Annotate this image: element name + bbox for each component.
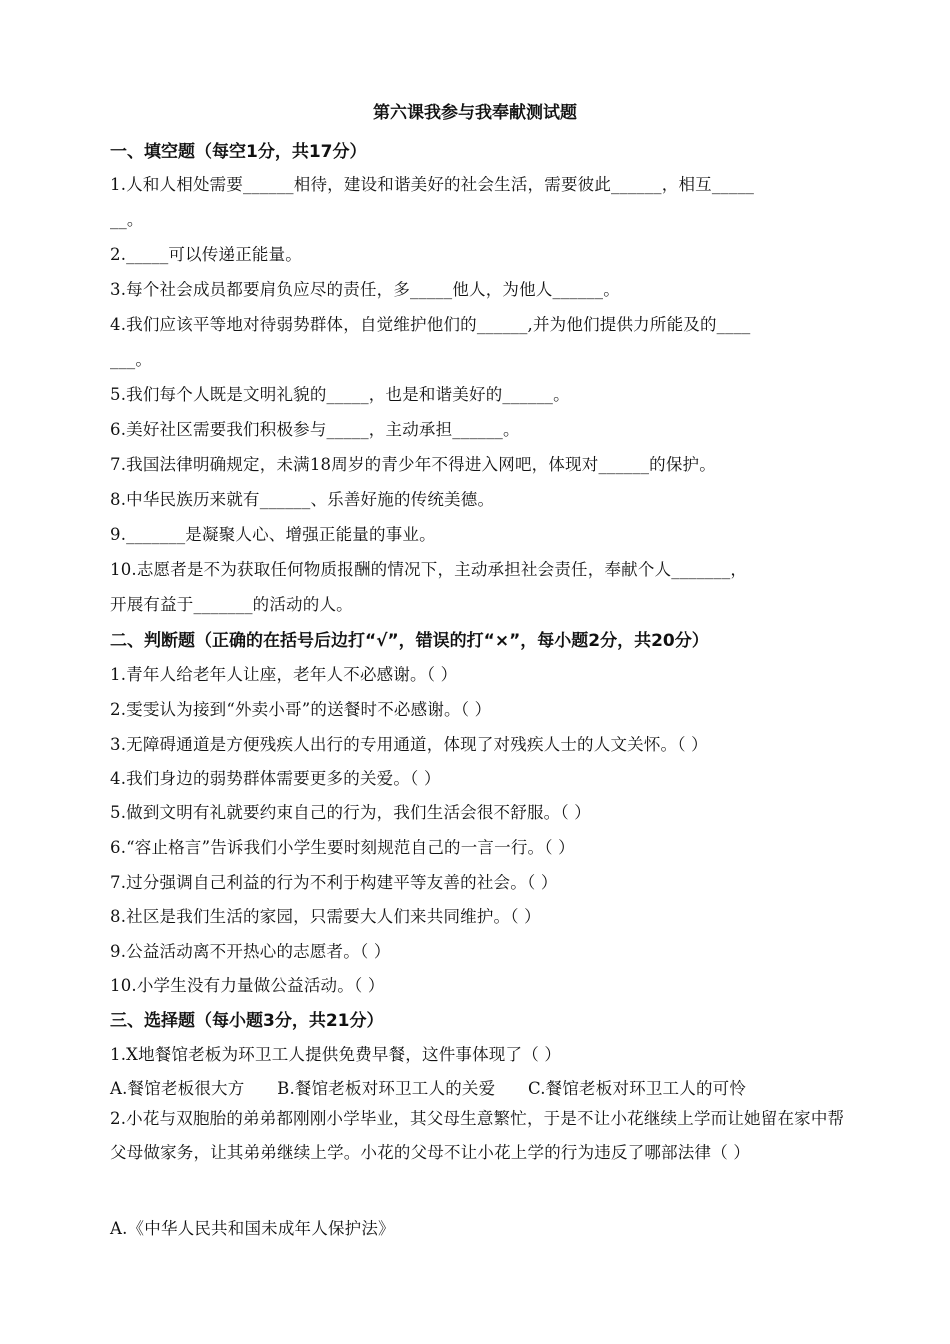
fill-item-5: 5.我们每个人既是文明礼貌的_____，也是和谐美好的______。 <box>110 385 570 404</box>
choice-question-1: 1.X地餐馆老板为环卫工人提供免费早餐，这件事体现了（ ） <box>110 1045 562 1064</box>
section-heading-multiple-choice: 三、选择题（每小题3分，共21分） <box>110 1011 384 1031</box>
tf-item-10: 10.小学生没有力量做公益活动。（ ） <box>110 976 385 995</box>
fill-item-4-cont: ___。 <box>110 350 153 369</box>
fill-item-2: 2._____可以传递正能量。 <box>110 245 302 264</box>
choice-question-2-option-a: A.《中华人民共和国未成年人保护法》 <box>110 1219 395 1238</box>
tf-item-2: 2.雯雯认为接到“外卖小哥”的送餐时不必感谢。（ ） <box>110 700 492 719</box>
fill-item-7: 7.我国法律明确规定，未满18周岁的青少年不得进入网吧，体现对______的保护。 <box>110 455 716 474</box>
fill-item-3: 3.每个社会成员都要肩负应尽的责任，多_____他人，为他人______。 <box>110 280 620 299</box>
tf-item-3: 3.无障碍通道是方便残疾人出行的专用通道，体现了对残疾人士的人文关怀。（ ） <box>110 735 708 754</box>
choice-question-2: 2.小花与双胞胎的弟弟都刚刚小学毕业，其父母生意繁忙，于是不让小花继续上学而让她留在家中帮父母做家务，让其弟弟继续上学。小花的父母不让小花上学的行为违反了哪部法律（ ） <box>110 1109 845 1162</box>
fill-item-6: 6.美好社区需要我们积极参与_____，主动承担______。 <box>110 420 520 439</box>
tf-item-8: 8.社区是我们生活的家园，只需要大人们来共同维护。（ ） <box>110 907 541 926</box>
fill-item-4: 4.我们应该平等地对待弱势群体，自觉维护他们的______,并为他们提供力所能及的____ <box>110 315 751 334</box>
tf-item-4: 4.我们身边的弱势群体需要更多的关爱。（ ） <box>110 769 441 788</box>
tf-item-1: 1.青年人给老年人让座，老年人不必感谢。（ ） <box>110 665 458 684</box>
page-title: 第六课我参与我奉献测试题 <box>373 103 577 123</box>
choice-question-1-options: A.餐馆老板很大方 B.餐馆老板对环卫工人的关爱 C.餐馆老板对环卫工人的可怜 <box>110 1079 747 1098</box>
section-heading-fill-in: 一、填空题（每空1分，共17分） <box>110 142 367 162</box>
fill-item-9: 9._______是凝聚人心、增强正能量的事业。 <box>110 525 436 544</box>
fill-item-10: 10.志愿者是不为获取任何物质报酬的情况下，主动承担社会责任，奉献个人_______， <box>110 560 748 579</box>
fill-item-10-cont: 开展有益于_______的活动的人。 <box>110 595 353 614</box>
section-heading-true-false: 二、判断题（正确的在括号后边打“√”，错误的打“×”，每小题2分，共20分） <box>110 631 709 651</box>
tf-item-6: 6.“容止格言”告诉我们小学生要时刻规范自己的一言一行。（ ） <box>110 838 575 857</box>
tf-item-7: 7.过分强调自己利益的行为不利于构建平等友善的社会。（ ） <box>110 873 558 892</box>
tf-item-5: 5.做到文明有礼就要约束自己的行为，我们生活会很不舒服。（ ） <box>110 803 591 822</box>
fill-item-1-cont: __。 <box>110 210 144 229</box>
tf-item-9: 9.公益活动离不开热心的志愿者。（ ） <box>110 942 391 961</box>
fill-item-1: 1.人和人相处需要______相待，建设和谐美好的社会生活，需要彼此______，相互_____ <box>110 175 755 194</box>
fill-item-8: 8.中华民族历来就有______、乐善好施的传统美德。 <box>110 490 495 509</box>
